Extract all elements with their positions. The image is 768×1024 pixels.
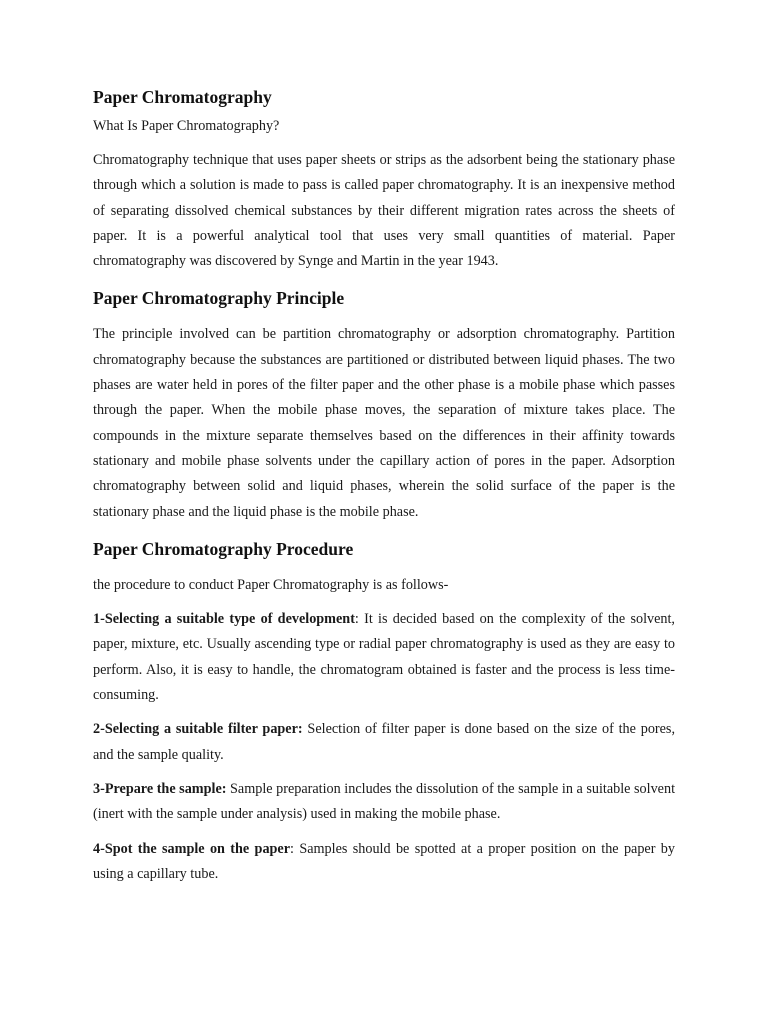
procedure-step-3 [93, 777, 675, 828]
step-label: 3-Prepare the sample: [93, 780, 227, 797]
page-subtitle: What Is Paper Chromatography? [93, 118, 280, 134]
step-text: Sample preparation includes the dissolution of the sample in a suitable solvent (inert with the sample under analysis) used in making the mobile phase. [93, 780, 676, 823]
procedure-step-2 [93, 717, 675, 768]
page-title: Paper Chromatography [93, 87, 272, 107]
principle-paragraph: The principle involved can be partition chromatography or adsorption chromatography. Partition chromatography because the substances are partitioned or distributed between liquid phases. The two phases are water held in pores of the filter paper and the other phase is a mobile phase which passes through the paper. When the mobile phase moves, the separation of mixture takes place. The compounds in the mixture separate themselves based on the differences in their affinity towards stationary and mobile phase solvents under the capillary action of pores in the paper. Adsorption chromatography between solid and liquid phases, wherein the solid surface of the paper is the stationary phase and the liquid phase is the mobile phase. [93, 326, 675, 520]
step-label: 2-Selecting a suitable filter paper: [93, 721, 303, 738]
step-label: 4-Spot the sample on the paper [93, 840, 291, 857]
principle-heading: Paper Chromatography Principle [93, 288, 345, 309]
step-text: : It is decided based on the complexity of the solvent, paper, mixture, etc. Usually ascending type or radial paper chromatography is used as they are easy to perform. Also, it is easy to handle, the chromatogram obtained is faster and the process is less time-consuming. [93, 611, 675, 704]
step-text: : Samples should be spotted at a proper position on the paper by using a capillary tube. [93, 840, 675, 882]
intro-paragraph: Chromatography technique that uses paper sheets or strips as the adsorbent being the stationary phase through which a solution is made to pass is called paper chromatography. It is an inexpensive method of separating dissolved chemical substances by their different migration rates across the sheets of paper. It is a powerful analytical tool that uses very small quantities of material. Paper chromatography was discovered by Synge and Martin in the year 1943. [93, 152, 675, 270]
procedure-step-4 [93, 837, 675, 888]
procedure-heading: Paper Chromatography Procedure [93, 538, 354, 559]
step-label: 1-Selecting a suitable type of development [93, 611, 355, 628]
document-page [93, 84, 675, 896]
step-text: Selection of filter paper is done based on the size of the pores, and the sample quality. [93, 721, 676, 763]
procedure-step-1 [93, 607, 675, 708]
procedure-intro: the procedure to conduct Paper Chromatography is as follows- [93, 576, 449, 593]
